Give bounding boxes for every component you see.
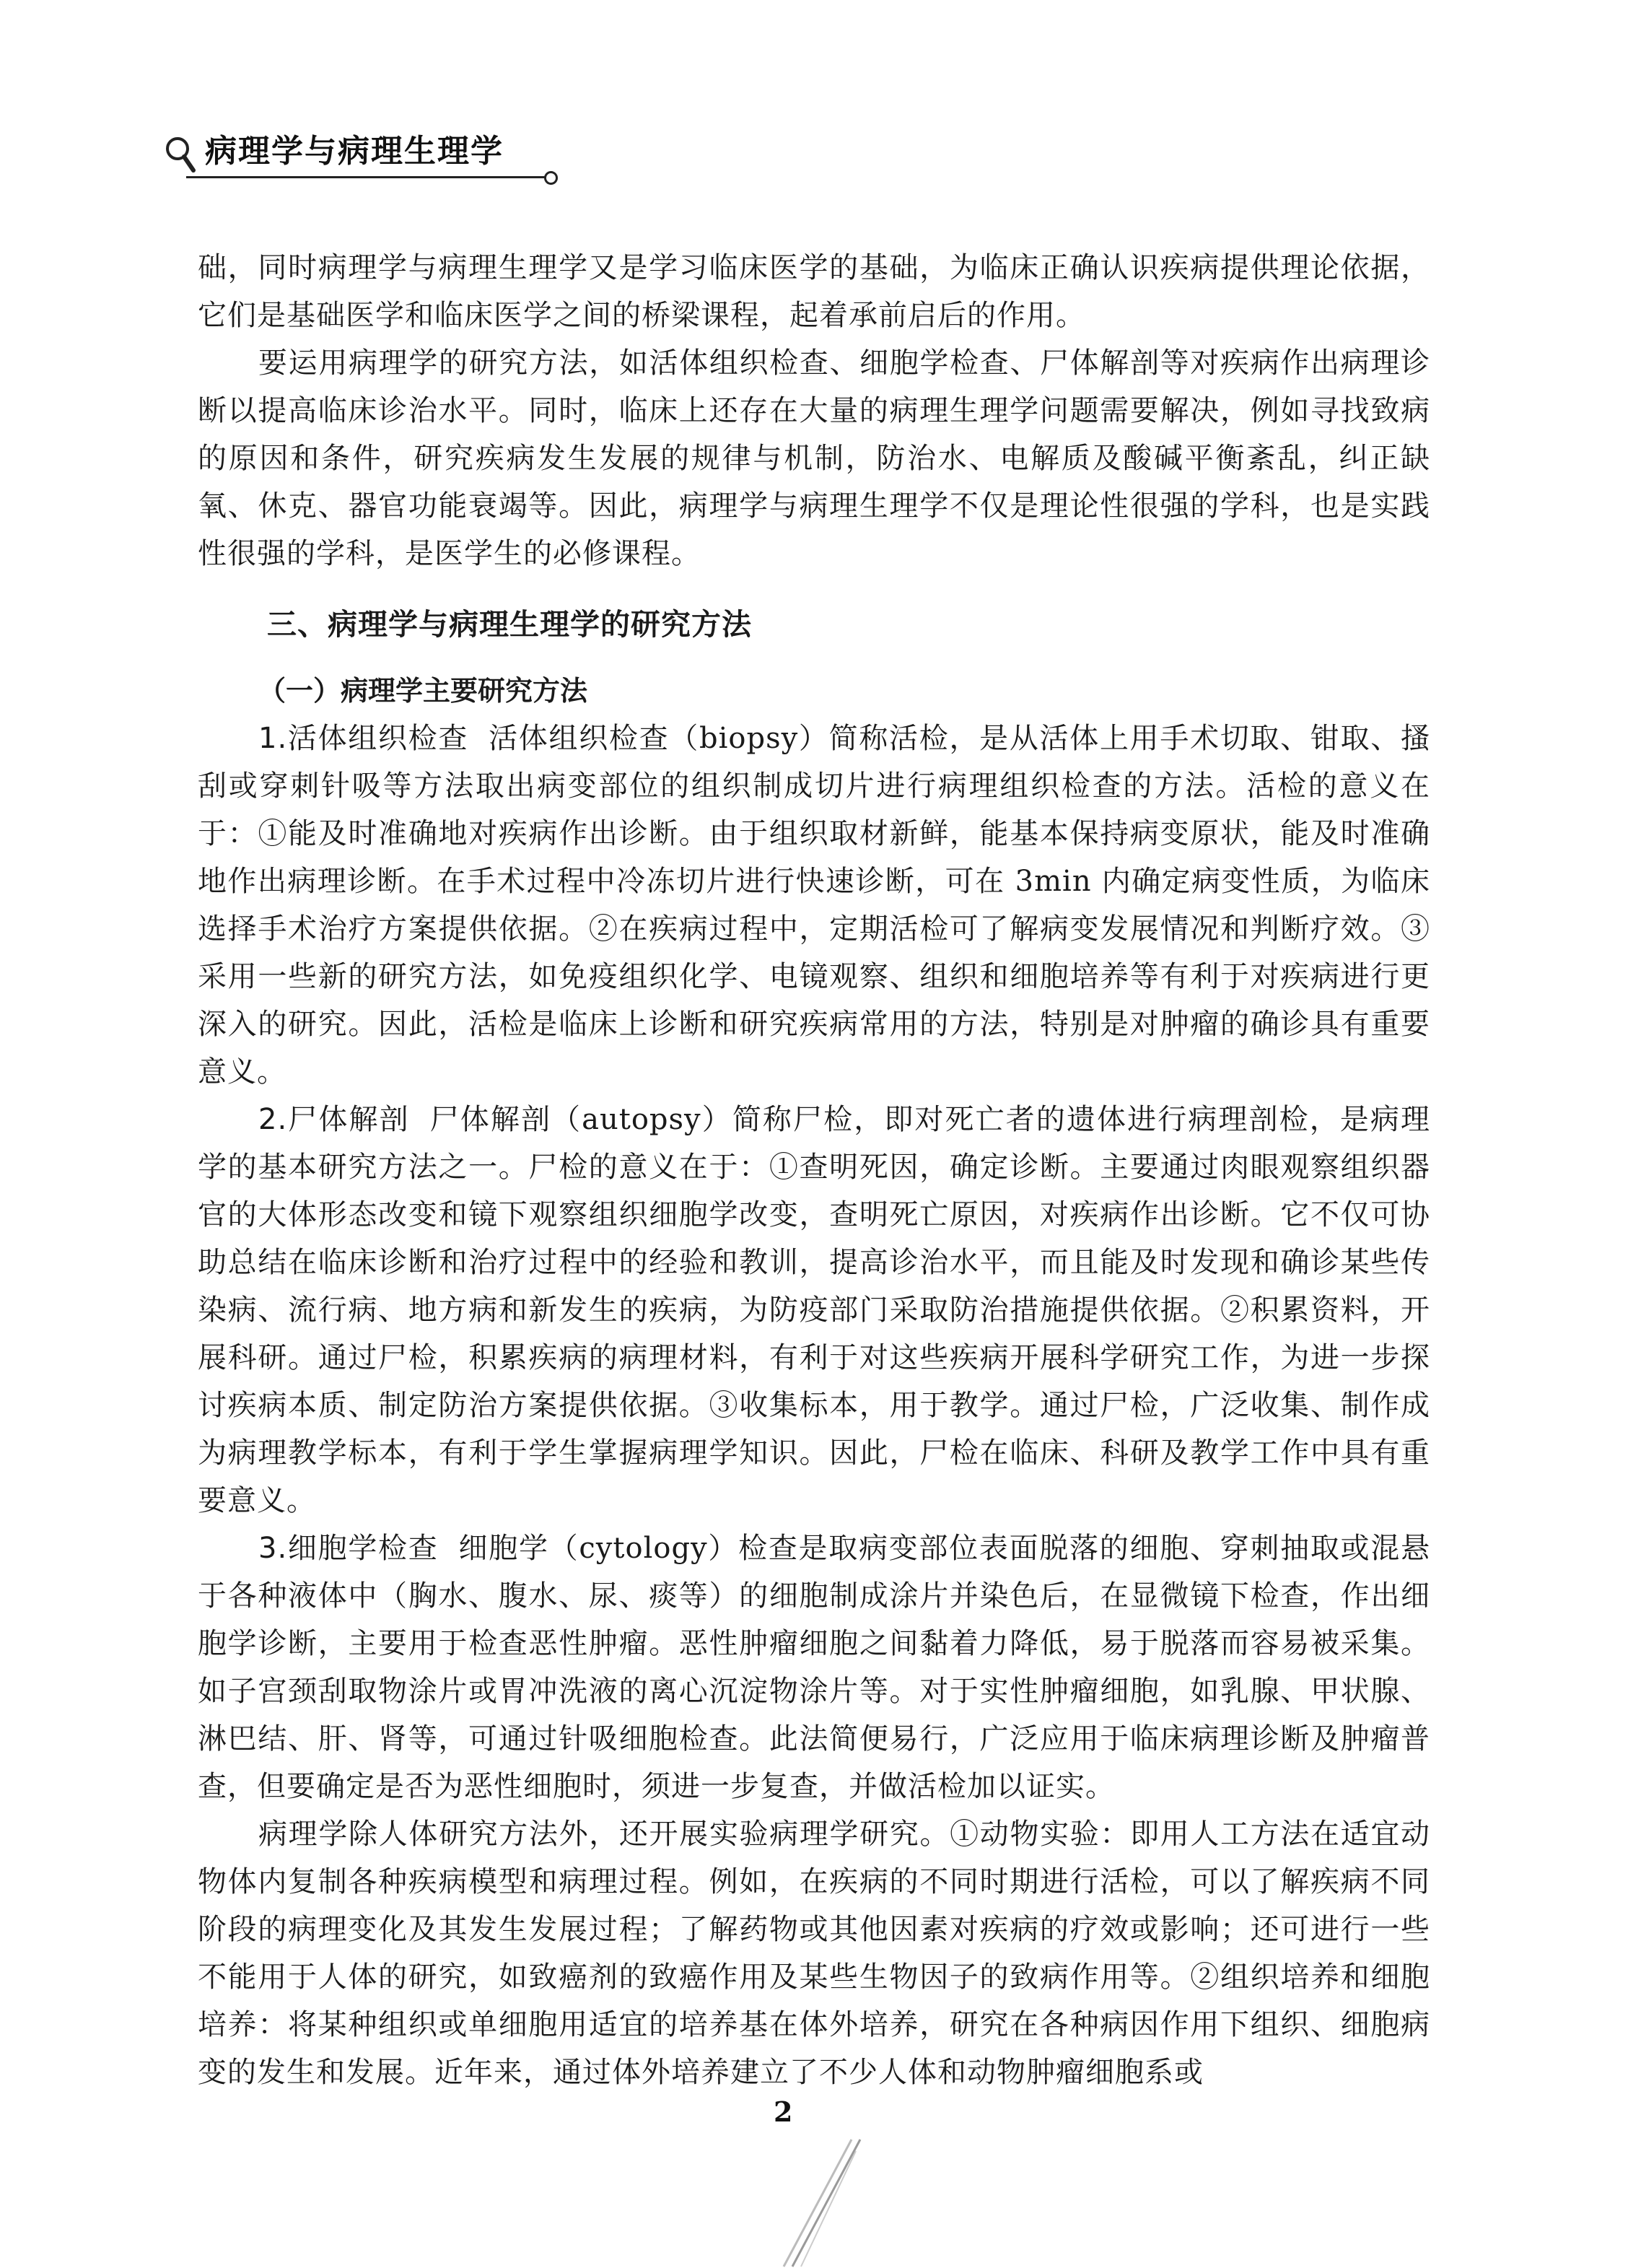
cytology-lead: 3.细胞学检查 [258, 1532, 439, 1565]
book-title: 病理学与病理生理学 [205, 133, 504, 170]
magnifier-icon [165, 134, 196, 175]
section-heading: 三、病理学与病理生理学的研究方法 [267, 607, 752, 642]
cytology-text: 细胞学（cytology）检查是取病变部位表面脱落的细胞、穿刺抽取或混悬于各种液体中（胸水、腹水、尿、痰等）的细胞制成涂片并染色后，在显微镜下检查，作出细胞学诊断，主要用于检查恶性肿瘤。恶性肿瘤细胞之间黏着力降低，易于脱落而容易被采集。如子宫颈刮取物涂片或胃冲洗液的离心沉淀物涂片等。对于实性肿瘤细胞，如乳腺、甲状腺、淋巴结、肝、肾等，可通过针吸细胞检查。此法简便易行，广泛应用于临床病理诊断及肿瘤普查，但要确定是否为恶性细胞时，须进一步复查，并做活检加以证实。 [198, 1532, 1431, 1803]
running-header [165, 131, 554, 182]
page-corner-decoration [779, 2137, 866, 2268]
paragraph-experimental: 病理学除人体研究方法外，还开展实验病理学研究。①动物实验：即用人工方法在适宜动物体内复制各种疾病模型和病理过程。例如，在疾病的不同时期进行活检，可以了解疾病不同阶段的病理变化及其发生发展过程；了解药物或其他因素对疾病的疗效或影响；还可进行一些不能用于人体的研究，如致癌剂的致癌作用及某些生物因子的致病作用等。②组织培养和细胞培养：将某种组织或单细胞用适宜的培养基在体外培养，研究在各种病因作用下组织、细胞病变的发生和发展。近年来，通过体外培养建立了不少人体和动物肿瘤细胞系或 [198, 1818, 1430, 2089]
biopsy-text: 活体组织检查（biopsy）简称活检，是从活体上用手术切取、钳取、搔刮或穿刺针吸等方法取出病变部位的组织制成切片进行病理组织检查的方法。活检的意义在于：①能及时准确地对疾病作出诊断。由于组织取材新鲜，能基本保持病变原状，能及时准确地作出病理诊断。在手术过程中冷冻切片进行快速诊断，可在 3min 内确定病变性质，为临床选择手术治疗方案提供依据。②在疾病过程中，定期活检可了解病变发展情况和判断疗效。③采用一些新的研究方法，如免疫组织化学、电镜观察、组织和细胞培养等有利于对疾病进行更深入的研究。因此，活检是临床上诊断和研究疾病常用的方法，特别是对肿瘤的确诊具有重要意义。 [198, 722, 1430, 1089]
paragraph-intro-continued: 础，同时病理学与病理生理学又是学习临床医学的基础，为临床正确认识疾病提供理论依据，它们是基础医学和临床医学之间的桥梁课程，起着承前启后的作用。 [198, 251, 1430, 332]
paragraph-autopsy [198, 1096, 1430, 1525]
paragraph-intro-2: 要运用病理学的研究方法，如活体组织检查、细胞学检查、尸体解剖等对疾病作出病理诊断以提高临床诊治水平。同时，临床上还存在大量的病理生理学问题需要解决，例如寻找致病的原因和条件，研究疾病发生发展的规律与机制，防治水、电解质及酸碱平衡紊乱，纠正缺氧、休克、器官功能衰竭等。因此，病理学与病理生理学不仅是理论性很强的学科，也是实践性很强的学科，是医学生的必修课程。 [198, 346, 1430, 570]
paragraph-cytology [198, 1525, 1430, 1810]
subsection-heading: （一）病理学主要研究方法 [258, 675, 588, 707]
autopsy-text: 尸体解剖（autopsy）简称尸检，即对死亡者的遗体进行病理剖检，是病理学的基本研究方法之一。尸检的意义在于：①查明死因，确定诊断。主要通过肉眼观察组织器官的大体形态改变和镜下观察组织细胞学改变，查明死亡原因，对疾病作出诊断。它不仅可协助总结在临床诊断和治疗过程中的经验和教训，提高诊治水平，而且能及时发现和确诊某些传染病、流行病、地方病和新发生的疾病，为防疫部门采取防治措施提供依据。②积累资料，开展科研。通过尸检，积累疾病的病理材料，有利于对这些疾病开展科学研究工作，为进一步探讨疾病本质、制定防治方案提供依据。③收集标本，用于教学。通过尸检，广泛收集、制作成为病理教学标本，有利于学生掌握病理学知识。因此，尸检在临床、科研及教学工作中具有重要意义。 [198, 1103, 1430, 1517]
page-body [198, 244, 1430, 2096]
biopsy-lead: 1.活体组织检查 [258, 722, 469, 755]
autopsy-lead: 2.尸体解剖 [258, 1103, 410, 1136]
header-rule [186, 176, 547, 178]
header-rule-dot [544, 171, 558, 185]
page-number: 2 [774, 2095, 793, 2128]
paragraph-biopsy [198, 715, 1430, 1096]
